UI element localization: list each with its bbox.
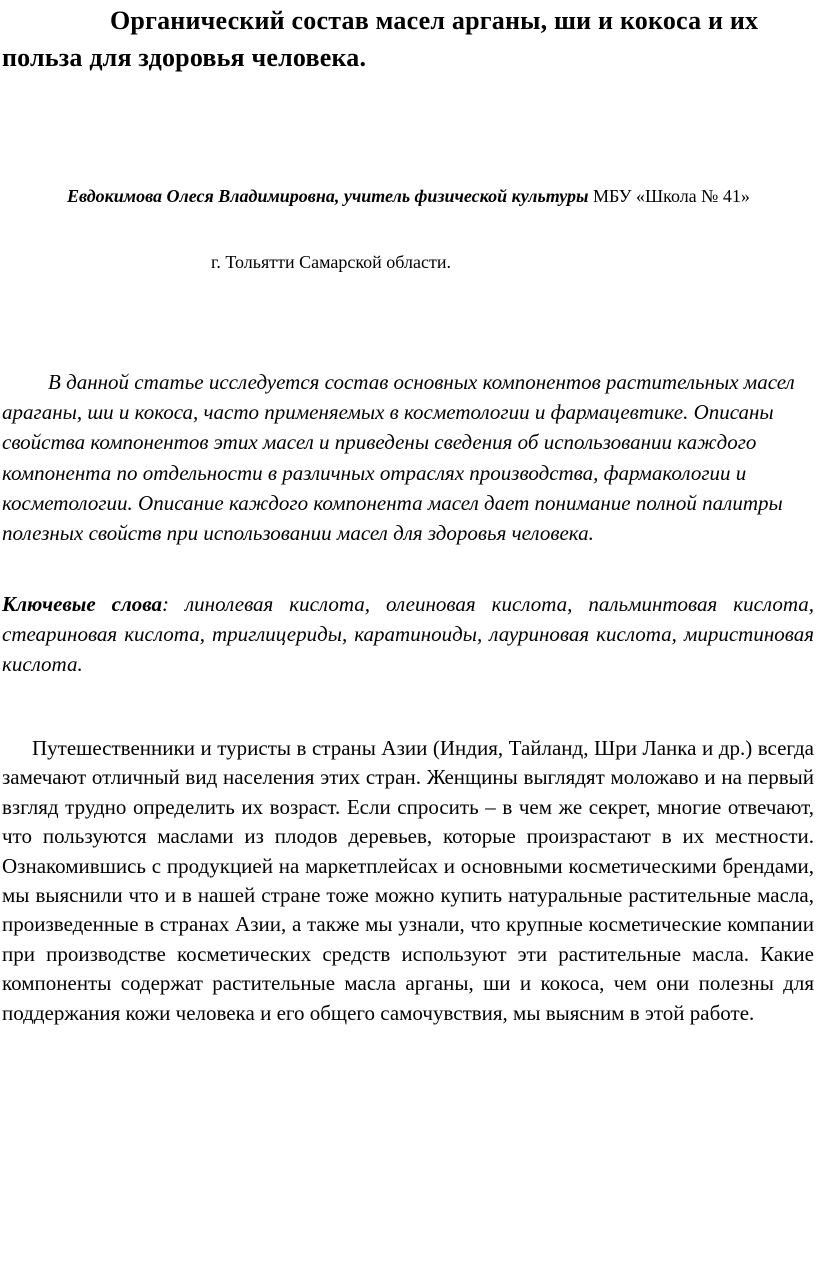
- abstract-paragraph: В данной статье исследуется состав основных компонентов растительных масел араганы, ши и кокоса, часто применяемых в косметологии и фармацевтике. Описаны свойства компонентов этих масел и приведены сведения об использовании каждого компонента по отдельности в различных отраслях производства, фармакологии и косметологии. Описание каждого компонента масел дает понимание полной палитры полезных свойств при использовании масел для здоровья человека.: [2, 370, 795, 546]
- author-line: [2, 183, 814, 210]
- author-name: Евдокимова Олеся Владимировна, учитель физической культуры: [67, 186, 589, 206]
- article-title: Органический состав масел арганы, ши и кокоса и их польза для здоровья человека.: [2, 6, 759, 72]
- keywords-text: : линолевая кислота, олеиновая кислота, пальминтовая кислота, стеариновая кислота, триглицериды, каратиноиды, лауриновая кислота, миристиновая кислота.: [2, 592, 815, 676]
- author-institution: МБУ «Школа № 41»: [588, 186, 750, 206]
- body-paragraph: Путешественники и туристы в страны Азии (Индия, Тайланд, Шри Ланка и др.) всегда замечают отличный вид населения этих стран. Женщины выглядят моложаво и на первый взгляд трудно определить их возраст. Если спросить – в чем же секрет, многие отвечают, что пользуются маслами из плодов деревьев, которые произрастают в их местности. Ознакомившись с продукцией на маркетплейсах и основными косметическими брендами, мы выяснили что и в нашей стране тоже можно купить натуральные растительные масла, произведенные в странах Азии, а также мы узнали, что крупные косметические компании при производстве косметических средств используют эти растительные масла. Какие компоненты содержат растительные масла арганы, ши и кокоса, чем они полезны для поддержания кожи человека и его общего самочувствия, мы выясним в этой работе.: [2, 736, 814, 1025]
- keywords-paragraph: [2, 589, 814, 679]
- author-city: г. Тольятти Самарской области.: [211, 252, 451, 272]
- keywords-label: Ключевые слова: [2, 592, 163, 616]
